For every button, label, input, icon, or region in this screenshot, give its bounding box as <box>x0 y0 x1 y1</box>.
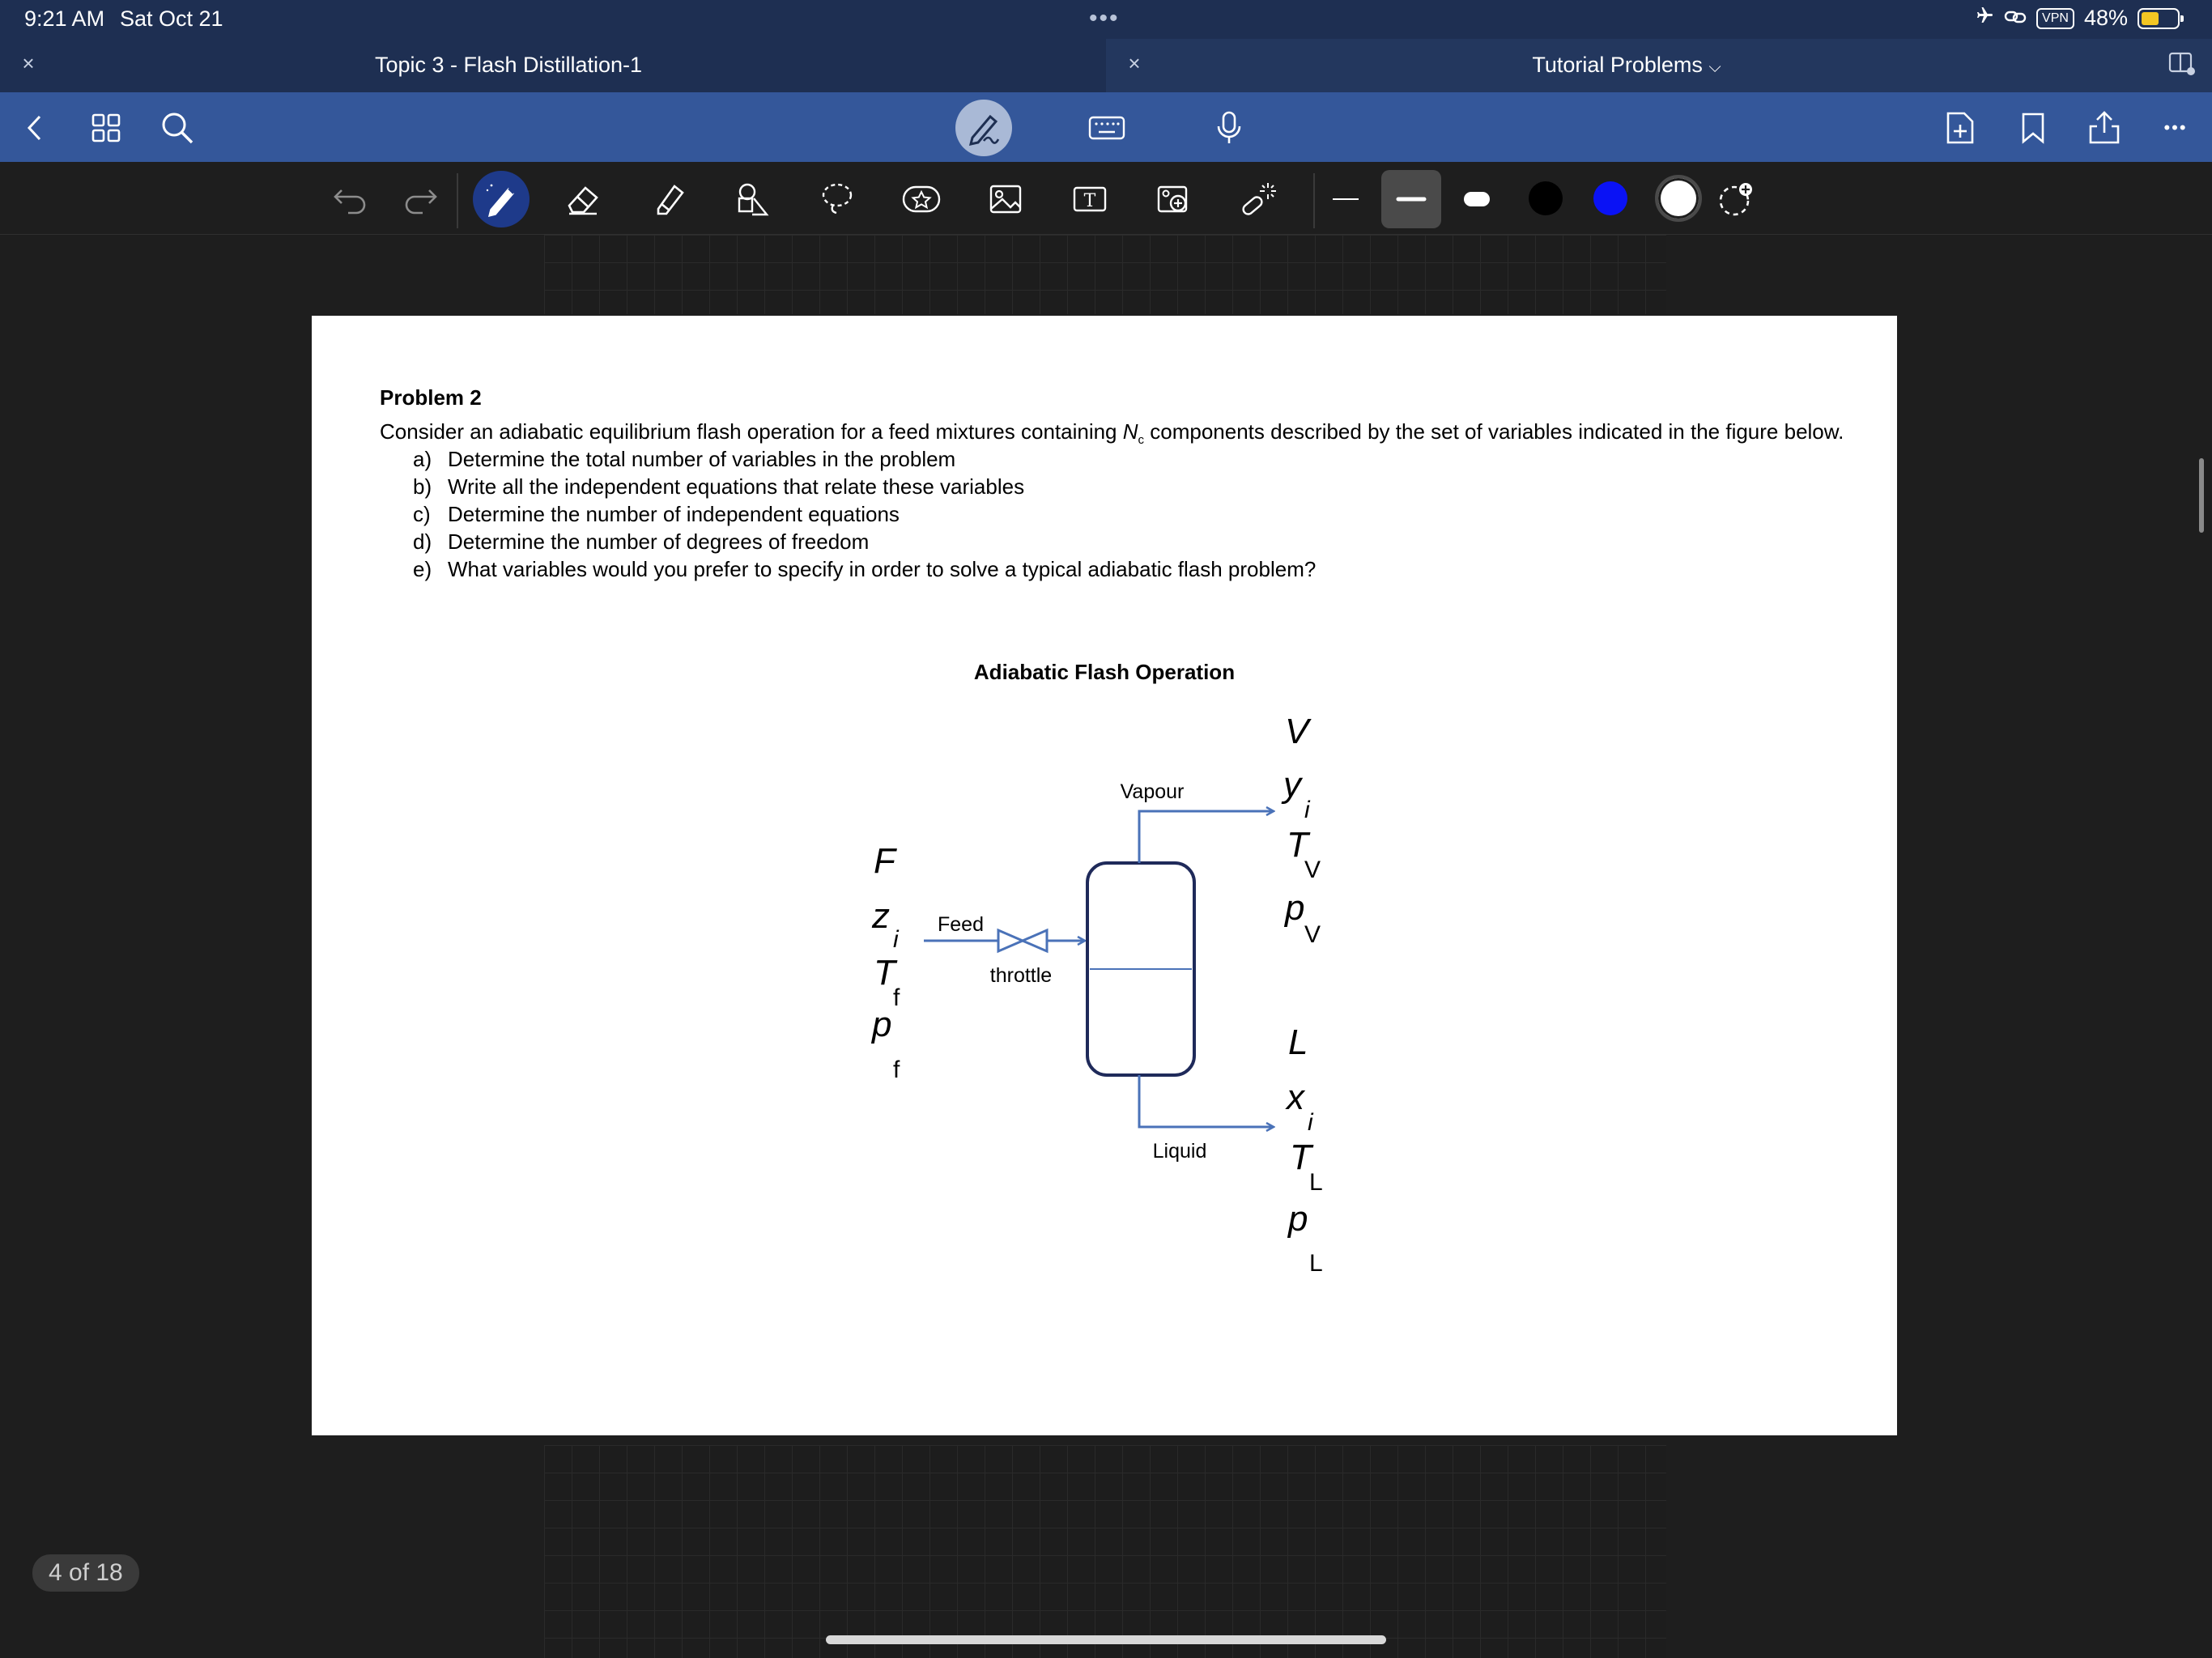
vapour-label: Vapour <box>1120 780 1185 803</box>
question-label: d) <box>413 529 432 554</box>
flash-diagram <box>312 316 1897 1435</box>
vapour-composition-var: y <box>1283 765 1301 805</box>
question-label: c) <box>413 502 431 526</box>
vapour-composition-subscript: i <box>1304 797 1310 823</box>
liquid-composition-var: x <box>1287 1078 1304 1117</box>
shapes-tool-icon[interactable] <box>729 175 777 223</box>
drawing-toolbar <box>0 162 2212 235</box>
link-icon <box>2004 6 2027 31</box>
chevron-down-icon[interactable]: ⌵ <box>1708 58 1721 76</box>
highlighter-tool-icon[interactable] <box>644 175 693 223</box>
keyboard-icon[interactable] <box>1087 109 1127 147</box>
multitasking-dots[interactable]: ••• <box>1089 5 1120 32</box>
battery-level <box>2142 12 2159 25</box>
pen-tool-icon[interactable] <box>473 171 530 227</box>
liquid-variables <box>1285 1022 1323 1277</box>
battery-percent: 48% <box>2083 6 2128 30</box>
feed-variables <box>870 841 900 1083</box>
battery-icon <box>2138 8 2180 29</box>
eraser-tool-icon[interactable] <box>559 175 607 223</box>
toolbar-divider <box>457 173 458 228</box>
throttle-label: throttle <box>989 964 1053 987</box>
intro-variable: N <box>1122 419 1138 444</box>
svg-text:T: T <box>1083 191 1096 211</box>
text-tool-icon[interactable] <box>1066 175 1114 223</box>
scroll-indicator[interactable] <box>2199 458 2204 533</box>
problem-title: Problem 2 <box>380 385 482 410</box>
tab-tutorial-problems[interactable] <box>1106 39 2212 92</box>
question-text: Write all the independent equations that relate these variables <box>448 474 1025 499</box>
question-text: Determine the number of degrees of freedom <box>448 529 870 554</box>
feed-pressure-var: p <box>872 1005 892 1044</box>
tab-title: Topic 3 - Flash Distillation-1 <box>374 53 643 77</box>
document-page[interactable] <box>312 316 1897 1435</box>
home-indicator[interactable] <box>826 1635 1386 1644</box>
vapour-pressure-var: p <box>1285 888 1305 928</box>
grid-icon[interactable] <box>87 109 125 147</box>
liquid-label: Liquid <box>1152 1140 1207 1163</box>
tab-topic3-flash-distillation[interactable] <box>0 39 1106 92</box>
intro-text-before: Consider an adiabatic equilibrium flash operation for a feed mixtures containing <box>380 419 1123 444</box>
color-swatch-blue[interactable] <box>1593 181 1627 215</box>
close-tab-icon[interactable]: × <box>22 51 35 75</box>
intro-variable-subscript: c <box>1138 433 1145 448</box>
stroke-width-medium[interactable] <box>1381 170 1441 228</box>
document-tab-bar <box>0 39 2212 92</box>
feed-temperature-var: T <box>874 953 895 993</box>
close-tab-icon[interactable]: × <box>1128 51 1141 75</box>
color-picker-icon[interactable] <box>1712 175 1760 223</box>
liquid-temperature-var: T <box>1290 1137 1312 1177</box>
status-time: 9:21 AM <box>24 6 105 31</box>
feed-composition-subscript: i <box>893 926 899 953</box>
liquid-pressure-var: p <box>1288 1199 1308 1239</box>
liquid-outlet-arrow <box>1139 1075 1274 1127</box>
question-text: What variables would you prefer to specify in order to solve a typical adiabatic flash problem? <box>448 557 1317 581</box>
stroke-width-thick[interactable] <box>1453 175 1501 223</box>
redo-icon[interactable] <box>397 175 445 223</box>
vapour-pressure-subscript: V <box>1304 921 1321 948</box>
color-swatch-white[interactable] <box>1655 175 1702 222</box>
more-icon[interactable]: ••• <box>2163 117 2188 138</box>
vapour-variables <box>1281 712 1321 948</box>
status-date: Sat Oct 21 <box>120 6 223 31</box>
feed-pressure-subscript: f <box>893 1056 900 1083</box>
status-bar <box>0 0 2212 39</box>
next-page-edge <box>544 1445 1666 1658</box>
undo-icon[interactable] <box>325 175 374 223</box>
feed-composition-var: z <box>872 896 890 936</box>
previous-page-edge <box>544 235 1666 314</box>
feed-flow-var: F <box>874 841 895 881</box>
liquid-pressure-subscript: L <box>1309 1250 1323 1277</box>
back-icon[interactable] <box>16 109 53 147</box>
page-indicator: 4 of 18 <box>32 1554 139 1592</box>
question-label: a) <box>413 447 432 471</box>
elements-tool-icon[interactable] <box>897 175 946 223</box>
figure-title: Adiabatic Flash Operation <box>973 660 1236 684</box>
vapour-outlet-arrow <box>1139 811 1274 863</box>
vapour-temperature-var: T <box>1287 825 1308 865</box>
image-tool-icon[interactable] <box>981 175 1030 223</box>
bookmark-icon[interactable] <box>2014 109 2052 147</box>
airplane-mode-icon <box>1975 6 1994 31</box>
question-text: Determine the total number of variables in the problem <box>448 447 956 471</box>
liquid-composition-subscript: i <box>1308 1109 1313 1136</box>
question-label: e) <box>413 557 432 581</box>
camera-tool-icon[interactable] <box>1150 175 1198 223</box>
liquid-temperature-subscript: L <box>1309 1169 1323 1196</box>
tab-title <box>1074 53 2180 78</box>
add-page-icon[interactable] <box>1942 109 1979 147</box>
stroke-width-thin[interactable] <box>1321 175 1370 223</box>
search-icon[interactable] <box>159 109 196 147</box>
status-indicators <box>1975 6 2180 31</box>
feed-temperature-subscript: f <box>893 984 900 1011</box>
feed-label: Feed <box>938 913 984 936</box>
intro-text-after: components described by the set of variables indicated in the figure below. <box>1144 419 1844 444</box>
laser-pointer-icon[interactable] <box>1234 175 1283 223</box>
question-label: b) <box>413 474 432 499</box>
share-icon[interactable] <box>2086 109 2123 147</box>
microphone-icon[interactable] <box>1210 109 1248 147</box>
vpn-badge: VPN <box>2036 8 2074 29</box>
toolbar-divider <box>1313 173 1315 228</box>
split-view-icon[interactable] <box>2168 50 2196 78</box>
question-text: Determine the number of independent equations <box>448 502 900 526</box>
vapour-flow-var: V <box>1285 712 1309 751</box>
navigation-toolbar <box>0 92 2212 162</box>
color-swatch-black[interactable] <box>1529 181 1563 215</box>
throttle-valve-icon <box>998 930 1047 951</box>
pen-mode-icon[interactable] <box>955 100 1012 156</box>
tab-title-text: Tutorial Problems <box>1532 53 1703 77</box>
lasso-tool-icon[interactable] <box>813 175 861 223</box>
vapour-temperature-subscript: V <box>1304 857 1321 883</box>
liquid-flow-var: L <box>1288 1022 1308 1062</box>
